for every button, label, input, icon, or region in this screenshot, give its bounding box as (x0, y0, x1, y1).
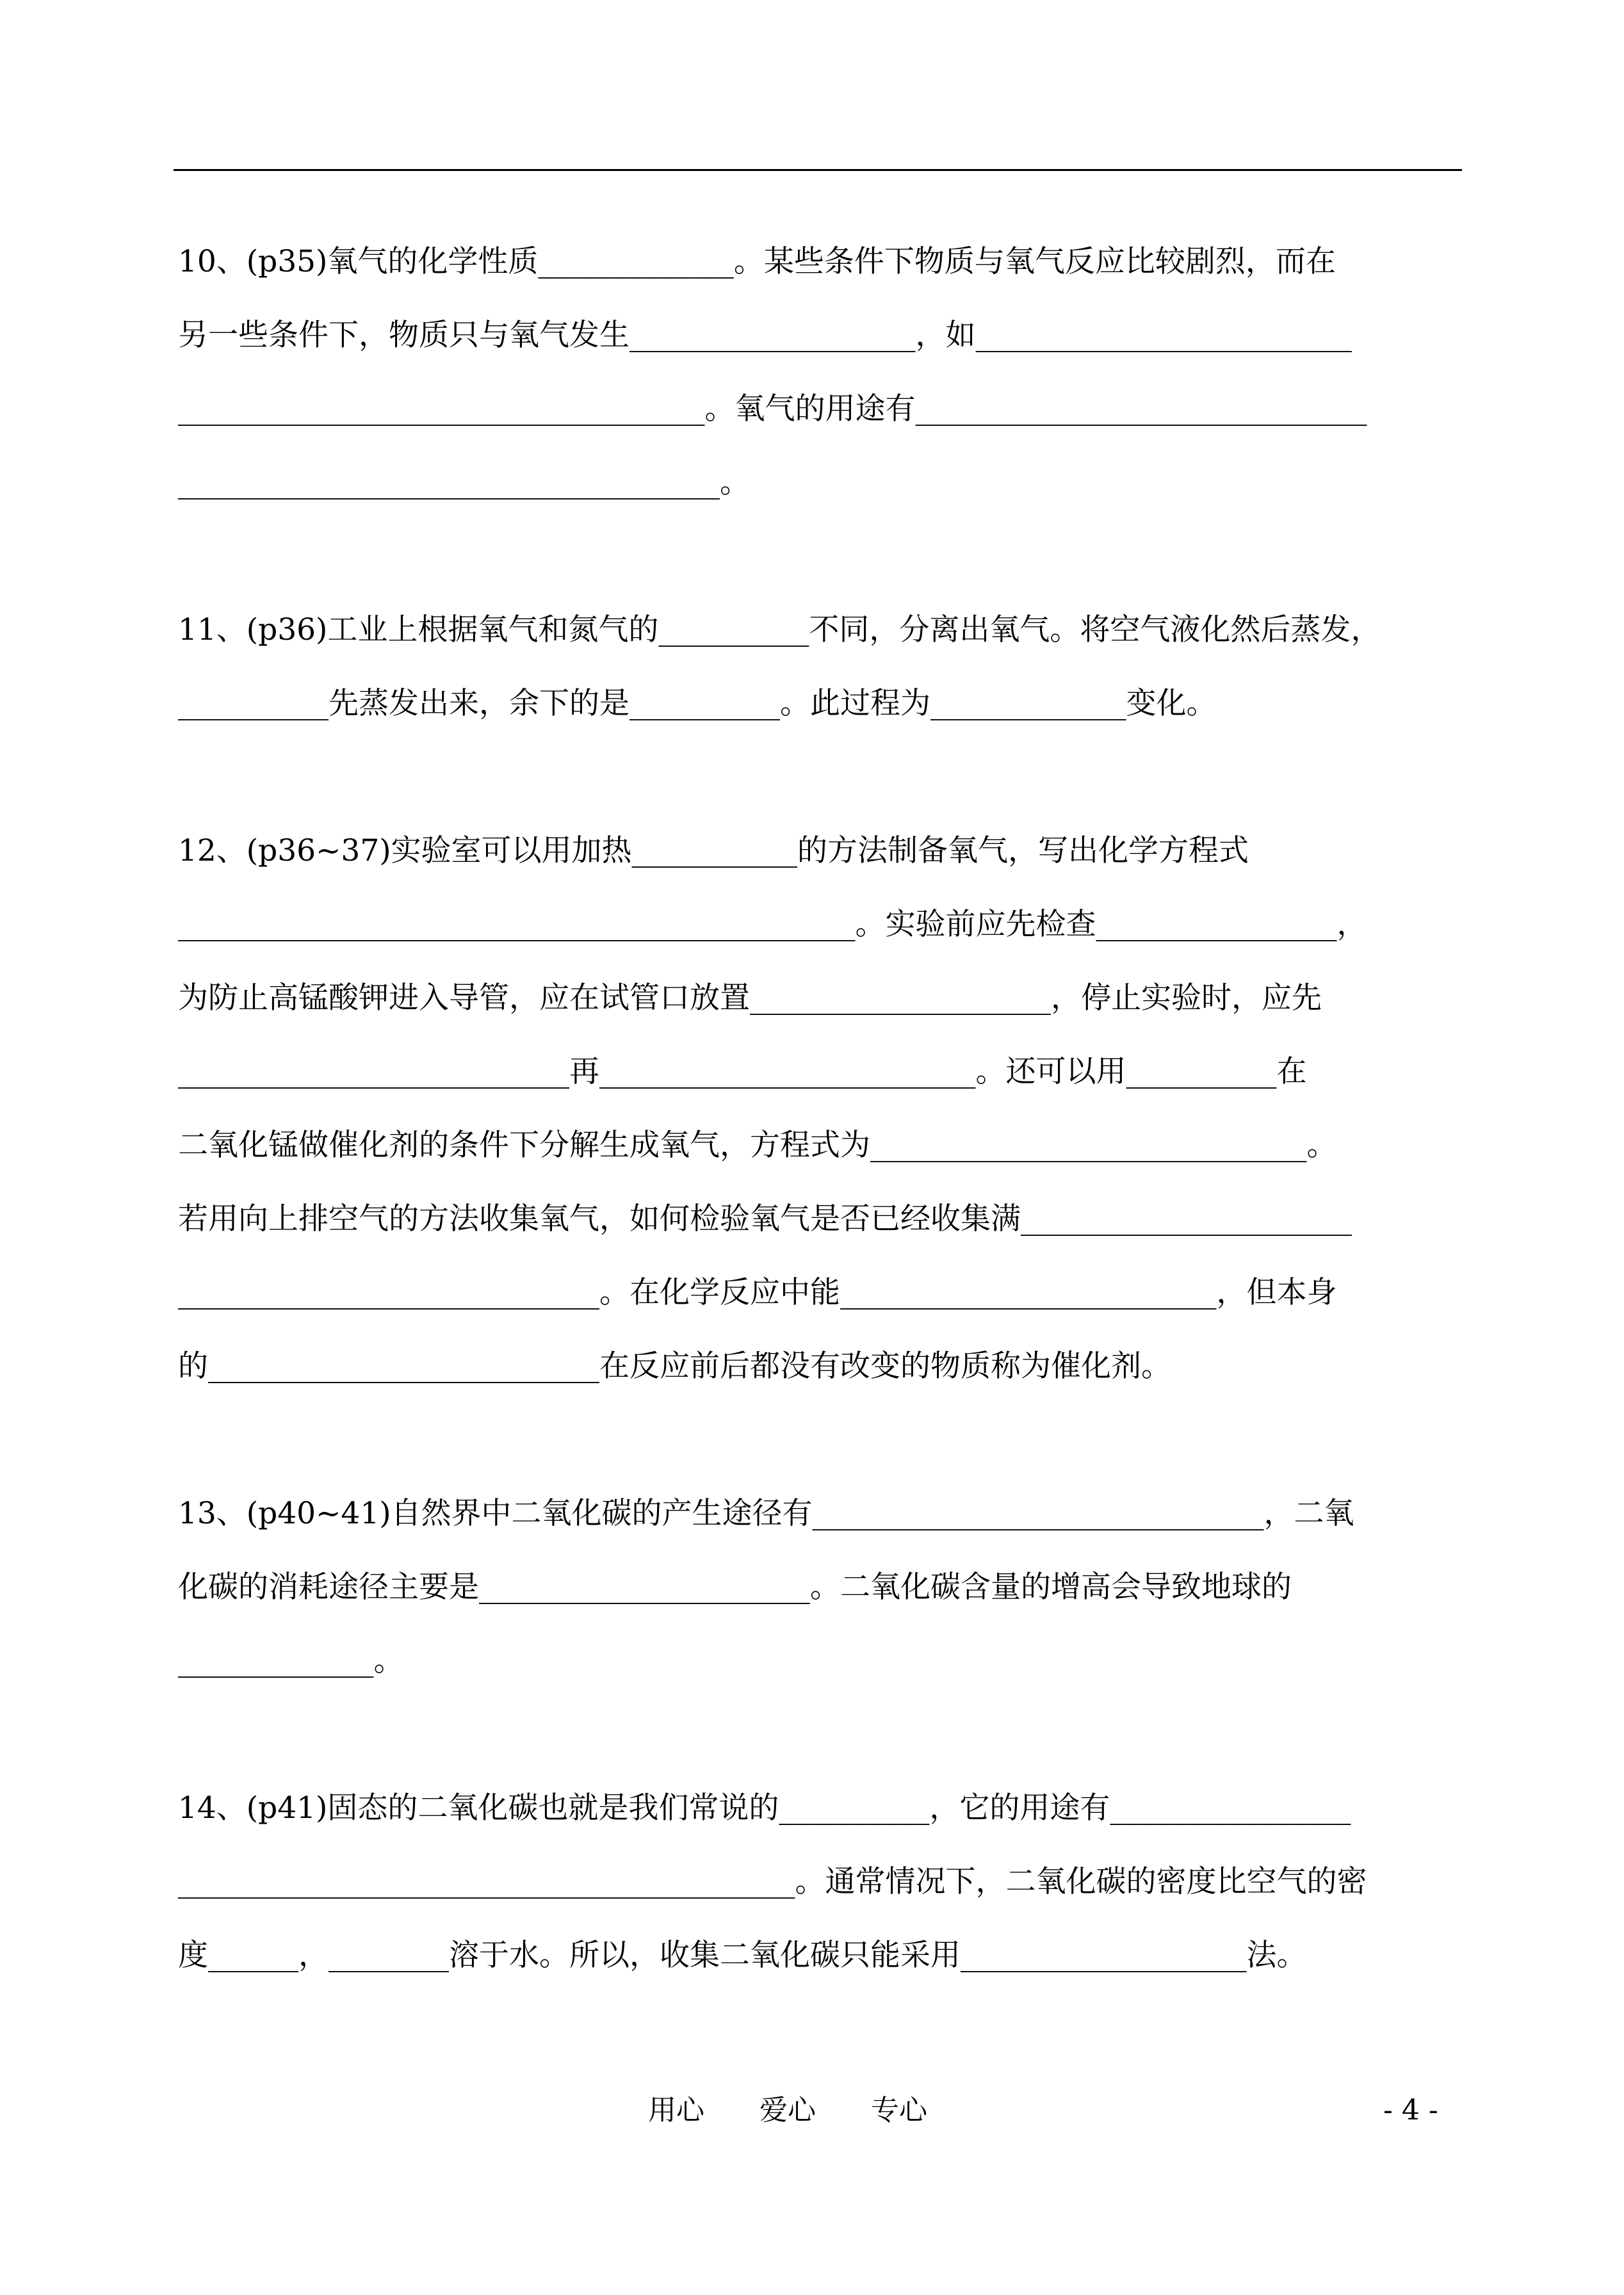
footer-slogan-item: 用心 (648, 2094, 704, 2127)
text-line: _____________。 (178, 1643, 404, 1678)
text-line: 二氧化锰做催化剂的条件下分解生成氧气，方程式为_____________________________。 (178, 1128, 1337, 1163)
text-line: 若用向上排空气的方法收集氧气，如何检验氧气是否已经收集满______________________ (178, 1201, 1352, 1237)
header-rule (174, 169, 1462, 171)
text-line: 的__________________________在反应前后都没有改变的物质称为催化剂。 (178, 1349, 1171, 1384)
footer-slogan-item: 专心 (871, 2094, 927, 2127)
footer-slogan-item: 爱心 (759, 2094, 816, 2127)
text-line: 度______，________溶于水。所以，收集二氧化碳只能采用___________________法。 (178, 1938, 1307, 1973)
text-line: 化碳的消耗途径主要是______________________。二氧化碳含量的增高会导致地球的 (178, 1569, 1292, 1605)
text-line: ____________________________________。 (178, 465, 750, 500)
text-line: 12、(p36~37)实验室可以用加热___________的方法制备氧气，写出化学方程式 (178, 833, 1249, 868)
text-line: 另一些条件下，物质只与氧气发生___________________，如_________________________ (178, 318, 1352, 353)
text-line: _________________________________________。通常情况下，二氧化碳的密度比空气的密 (178, 1864, 1367, 1899)
text-line: 10、(p35)氧气的化学性质_____________。某些条件下物质与氧气反应比较剧烈，而在 (178, 244, 1336, 279)
text-line: ___________________________________。氧气的用途有______________________________ (178, 391, 1367, 426)
text-line: __________先蒸发出来，余下的是__________。此过程为_____________变化。 (178, 686, 1217, 721)
text-line: 14、(p41)固态的二氧化碳也就是我们常说的__________，它的用途有________________ (178, 1790, 1351, 1826)
text-line: ____________________________。在化学反应中能_________________________，但本身 (178, 1275, 1337, 1310)
page-number: - 4 - (1383, 2094, 1438, 2127)
text-line: 为防止高锰酸钾进入导管，应在试管口放置____________________，停止实验时，应先 (178, 980, 1322, 1016)
text-line: __________________________再_________________________。还可以用__________在 (178, 1054, 1307, 1089)
text-line: 13、(p40~41)自然界中二氧化碳的产生途径有______________________________，二氧 (178, 1496, 1354, 1531)
text-line: _____________________________________________。实验前应先检查________________， (178, 907, 1367, 942)
text-line: 11、(p36)工业上根据氧气和氮气的__________不同，分离出氧气。将空气液化然后蒸发， (178, 612, 1381, 647)
